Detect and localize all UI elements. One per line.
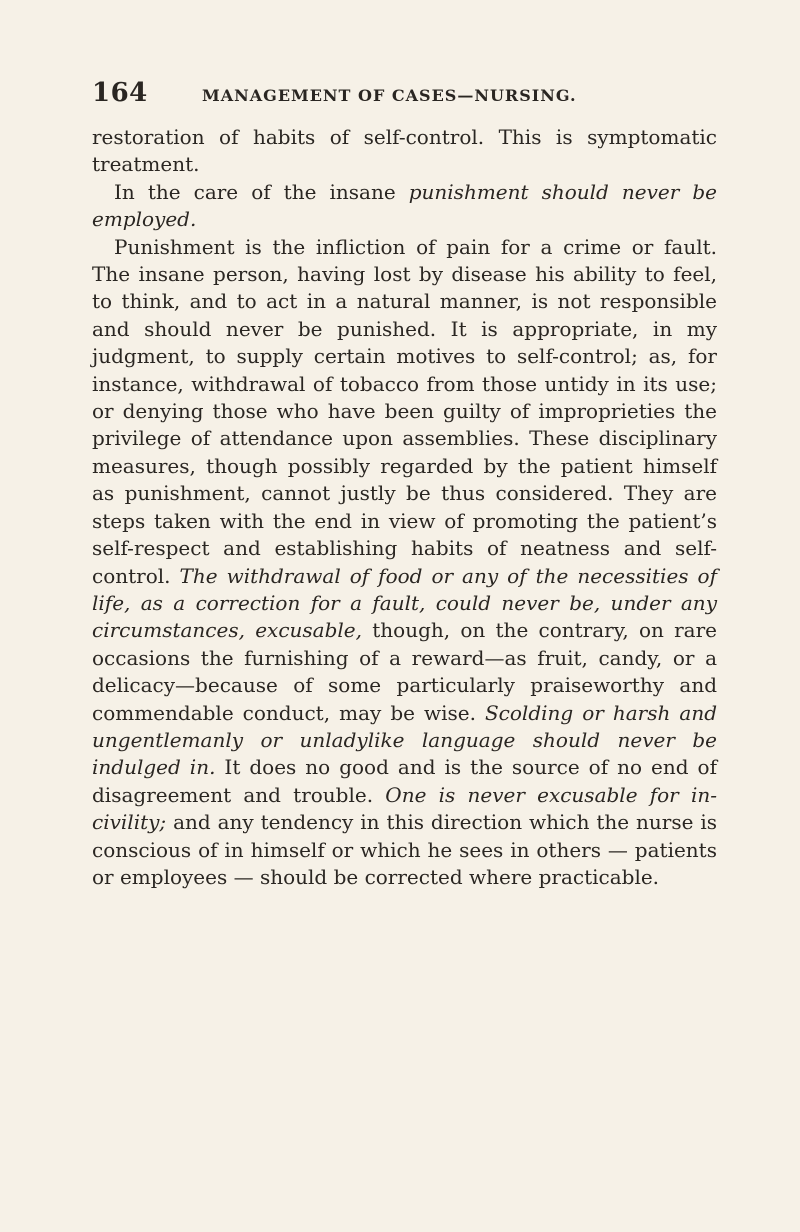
- paragraph-3-italic-b: Scolding or harsh and ungentlemanly or unladylike language should never be indulged in.: [92, 700, 718, 780]
- paragraph-1-text: restoration of habits of self-control. This is symptomatic treatment.: [92, 125, 717, 177]
- running-head: MANAGEMENT OF CASES—NURSING.: [202, 86, 577, 105]
- page-number: 164: [92, 78, 148, 108]
- body-text: [92, 124, 717, 891]
- paragraph-2: [92, 179, 717, 234]
- paragraph-3-text-b: though, on the contrary, on rare occasions the furnishing of a reward—as fruit, candy, or a delicacy—because of some particularly praiseworthy and commendable conduct, may be wise.: [92, 618, 717, 725]
- paragraph-2-text-a: In the care of the insane: [114, 179, 409, 204]
- paragraph-1: [92, 124, 717, 179]
- paragraph-3-text-a: Punishment is the infliction of pain for a crime or fault. The insane person, having lost by disease his ability to feel, to think, and to act in a natural manner, is not responsible and should never be punished. It is appropriate, in my judgment, to supply certain motives to self-control; as, for instance, withdrawal of tobacco from those untidy in its use; or denying those who have been guilty of improprieties the privilege of attendance upon assemblies. These disciplinary measures, though possibly regarded by the patient himself as punishment, cannot justly be thus considered. They are steps taken with the end in view of promoting the patient’s self-respect and establishing habits of neatness and self-control.: [92, 234, 717, 588]
- paragraph-3: [92, 234, 717, 892]
- page-header: [92, 78, 712, 118]
- paragraph-3-text-c: It does no good and is the source of no end of disagreement and trouble.: [92, 755, 717, 807]
- paragraph-3-text-d: and any tendency in this direction which the nurse is conscious of in himself or which he sees in others — patients or employees — should be corrected where practicable.: [92, 810, 717, 889]
- paragraph-3-italic-a: The withdrawal of food or any of the necessities of life, as a correction for a fault, could never be, under any circumstances, excusable,: [92, 563, 717, 643]
- paragraph-3-italic-c: One is never excusable for incivility;: [92, 782, 717, 835]
- paragraph-2-italic: punishment should never be employed.: [92, 179, 717, 232]
